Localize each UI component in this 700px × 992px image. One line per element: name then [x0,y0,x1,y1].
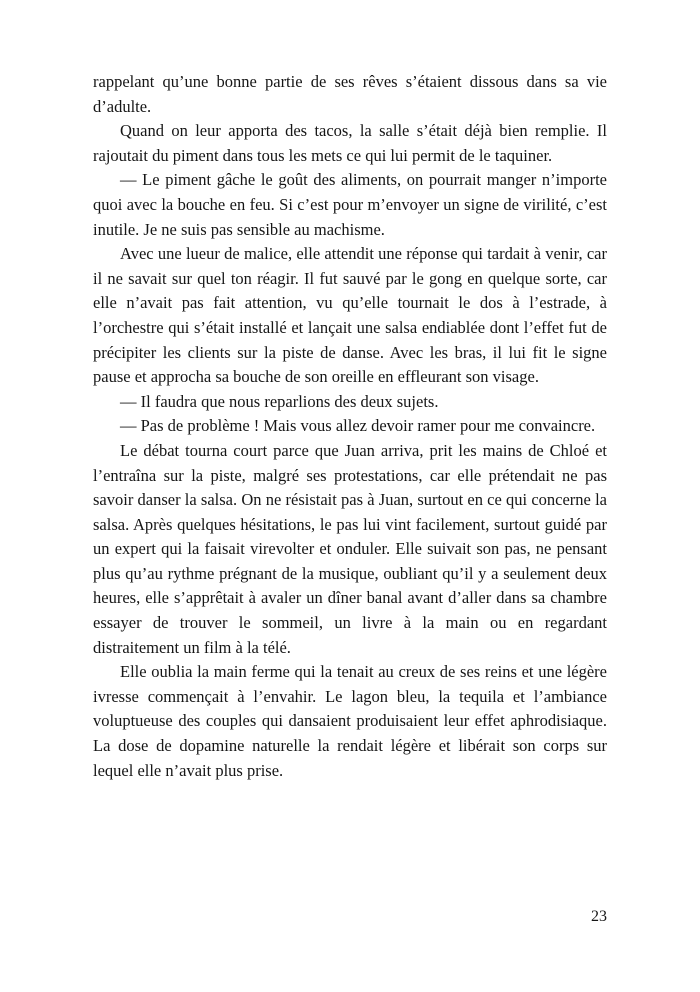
paragraph: rappelant qu’une bonne partie de ses rêves s’étaient dissous dans sa vie d’adulte. [93,72,607,116]
paragraph-dialogue: — Le piment gâche le goût des aliments, on pourrait manger n’importe quoi avec la bouche en feu. Si c’est pour m’envoyer un signe de virilité, c’est inutile. Je ne suis pas sensible au machisme. [93,170,607,239]
paragraph: Le débat tourna court parce que Juan arriva, prit les mains de Chloé et l’entraîna sur la piste, malgré ses protestations, car elle prétendait ne pas savoir danser la salsa. On ne résistait pas à Juan, surtout en ce qui concerne la salsa. Après quelques hésitations, le pas lui vint facilement, surtout guidé par un expert qui la faisait virevolter et onduler. Elle suivait son pas, ne pensant plus qu’au rythme prégnant de la musique, oubliant qu’il y a seulement deux heures, elle s’apprêtait à avaler un dîner banal avant d’aller dans sa chambre essayer de trouver le sommeil, un livre à la main ou en regardant distraitement un film à la télé. [93,440,607,657]
page-text [93,70,607,783]
paragraph-dialogue: — Pas de problème ! Mais vous allez devoir ramer pour me convaincre. [120,416,596,436]
paragraph: Elle oublia la main ferme qui la tenait au creux de ses reins et une légère ivresse commençait à l’envahir. Le lagon bleu, la tequila et l’ambiance voluptueuse des couples qui dansaient produisaient leur effet aphrodisiaque. La dose de dopamine naturelle la rendait légère et libérait son corps sur lequel elle n’avait plus prise. [93,662,607,780]
page-number: 23 [591,908,607,925]
paragraph: Avec une lueur de malice, elle attendit une réponse qui tardait à venir, car il ne savait sur quel ton réagir. Il fut sauvé par le gong en quelque sorte, car elle n’avait pas fait attention, vu qu’elle tournait le dos à l’estrade, à l’orchestre qui s’était installé et lançait une salsa endiablée dont l’effet fut de précipiter les clients sur la piste de danse. Avec les bras, il lui fit le signe pause et approcha sa bouche de son oreille en effleurant son visage. [93,244,607,387]
paragraph-dialogue: — Il faudra que nous reparlions des deux sujets. [120,391,439,411]
paragraph: Quand on leur apporta des tacos, la salle s’était déjà bien remplie. Il rajoutait du piment dans tous les mets ce qui lui permit de le taquiner. [93,121,607,165]
